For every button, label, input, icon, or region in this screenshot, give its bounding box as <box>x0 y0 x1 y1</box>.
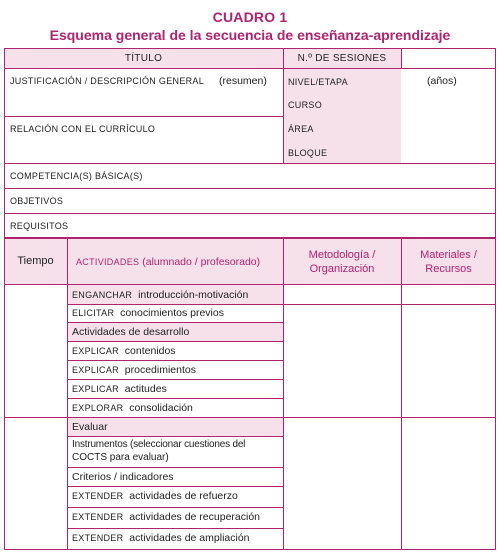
materiales-header-1: Materiales / <box>420 249 477 261</box>
header-vdivider-2 <box>401 48 402 68</box>
materiales-header-2: Recursos <box>425 263 472 275</box>
justificacion-divider <box>4 116 283 117</box>
header-divider <box>4 68 496 69</box>
actividades-header <box>76 256 260 268</box>
relacion-label: RELACIÓN CON EL CURRÍCULO <box>10 124 156 134</box>
tiempo-header: Tiempo <box>17 255 54 267</box>
bloque-label: BLOQUE <box>288 148 328 158</box>
justificacion-label: JUSTIFICACIÓN / DESCRIPCIÓN GENERAL <box>10 76 205 86</box>
row-divider <box>67 507 283 508</box>
activity-explicar-contenidos <box>72 345 176 357</box>
col-divider-2 <box>283 238 284 550</box>
metodologia-header-2: Organización <box>309 263 375 275</box>
row-divider <box>67 467 283 468</box>
actividades-header-sub: (alumnado / profesorado) <box>142 256 261 268</box>
general-divider-1 <box>4 188 496 189</box>
titulo-label: TÍTULO <box>124 53 163 64</box>
activity-enganchar <box>72 289 248 301</box>
table-title: Esquema general de la secuencia de enseñanza-aprendizaje <box>49 27 451 43</box>
general-divider-2 <box>4 213 496 214</box>
row-divider <box>67 379 283 380</box>
anos-label: (años) <box>427 75 457 87</box>
activity-desarrollo: Actividades de desarrollo <box>72 326 190 338</box>
header-block <box>4 48 496 164</box>
activity-text: procedimientos <box>124 364 196 376</box>
row-divider <box>67 436 283 437</box>
activity-explicar-actitudes <box>72 383 167 395</box>
activity-extender-recuperacion <box>72 511 260 523</box>
nivel-label: NIVEL/ETAPA <box>288 77 348 87</box>
activity-criterios: Criterios / indicadores <box>72 471 174 483</box>
activity-keyword: EXPLICAR <box>72 384 119 394</box>
activity-explicar-procedimientos <box>72 364 196 376</box>
header-vdivider-1 <box>283 48 284 164</box>
activity-text: actividades de ampliación <box>129 532 250 544</box>
activity-keyword: EXTENDER <box>72 491 124 501</box>
area-label: ÁREA <box>288 124 314 134</box>
activity-extender-ampliacion <box>72 532 250 544</box>
actividades-header-label: ACTIVIDADES <box>76 257 140 267</box>
row-divider <box>67 341 283 342</box>
row-divider <box>67 486 283 487</box>
objetivos-label: OBJETIVOS <box>10 196 64 206</box>
requisitos-label: REQUISITOS <box>10 221 69 231</box>
row-divider <box>67 322 283 323</box>
activity-keyword: EXTENDER <box>72 533 124 543</box>
activity-text: contenidos <box>124 345 176 357</box>
col-divider-3 <box>401 238 402 550</box>
sesiones-label: N.º DE SESIONES <box>297 53 387 64</box>
row-divider <box>67 304 496 305</box>
activity-elicitar <box>72 307 224 319</box>
activity-text: actividades de refuerzo <box>129 490 238 502</box>
activity-instrumentos-2: COCTS para evaluar) <box>72 452 169 463</box>
activity-keyword: EXPLICAR <box>72 346 119 356</box>
activity-explorar <box>72 402 193 414</box>
activity-keyword: ELICITAR <box>72 308 115 318</box>
column-header-divider <box>4 284 496 285</box>
metodologia-header-1: Metodología / <box>308 249 376 261</box>
activity-keyword: EXPLORAR <box>72 403 124 413</box>
activity-extender-refuerzo <box>72 490 238 502</box>
activity-keyword: ENGANCHAR <box>72 290 133 300</box>
table-number: CUADRO 1 <box>212 9 288 25</box>
resumen-label: (resumen) <box>219 75 267 87</box>
activity-text: consolidación <box>129 402 193 414</box>
activity-text: conocimientos previos <box>120 307 224 319</box>
activity-evaluar: Evaluar <box>72 421 108 433</box>
activity-text: introducción-motivación <box>138 289 249 301</box>
row-divider <box>67 360 283 361</box>
activity-text: actitudes <box>124 383 167 395</box>
section-divider <box>4 417 496 418</box>
activity-keyword: EXPLICAR <box>72 365 119 375</box>
curso-label: CURSO <box>288 100 323 110</box>
activity-keyword: EXTENDER <box>72 512 124 522</box>
competencias-label: COMPETENCIA(S) BÁSICA(S) <box>10 171 143 181</box>
row-divider <box>67 528 283 529</box>
activity-instrumentos-1: Instrumentos (seleccionar cuestiones del <box>72 439 246 450</box>
row-divider <box>67 398 283 399</box>
col-divider-1 <box>67 238 68 550</box>
activity-text: actividades de recuperación <box>129 511 261 523</box>
